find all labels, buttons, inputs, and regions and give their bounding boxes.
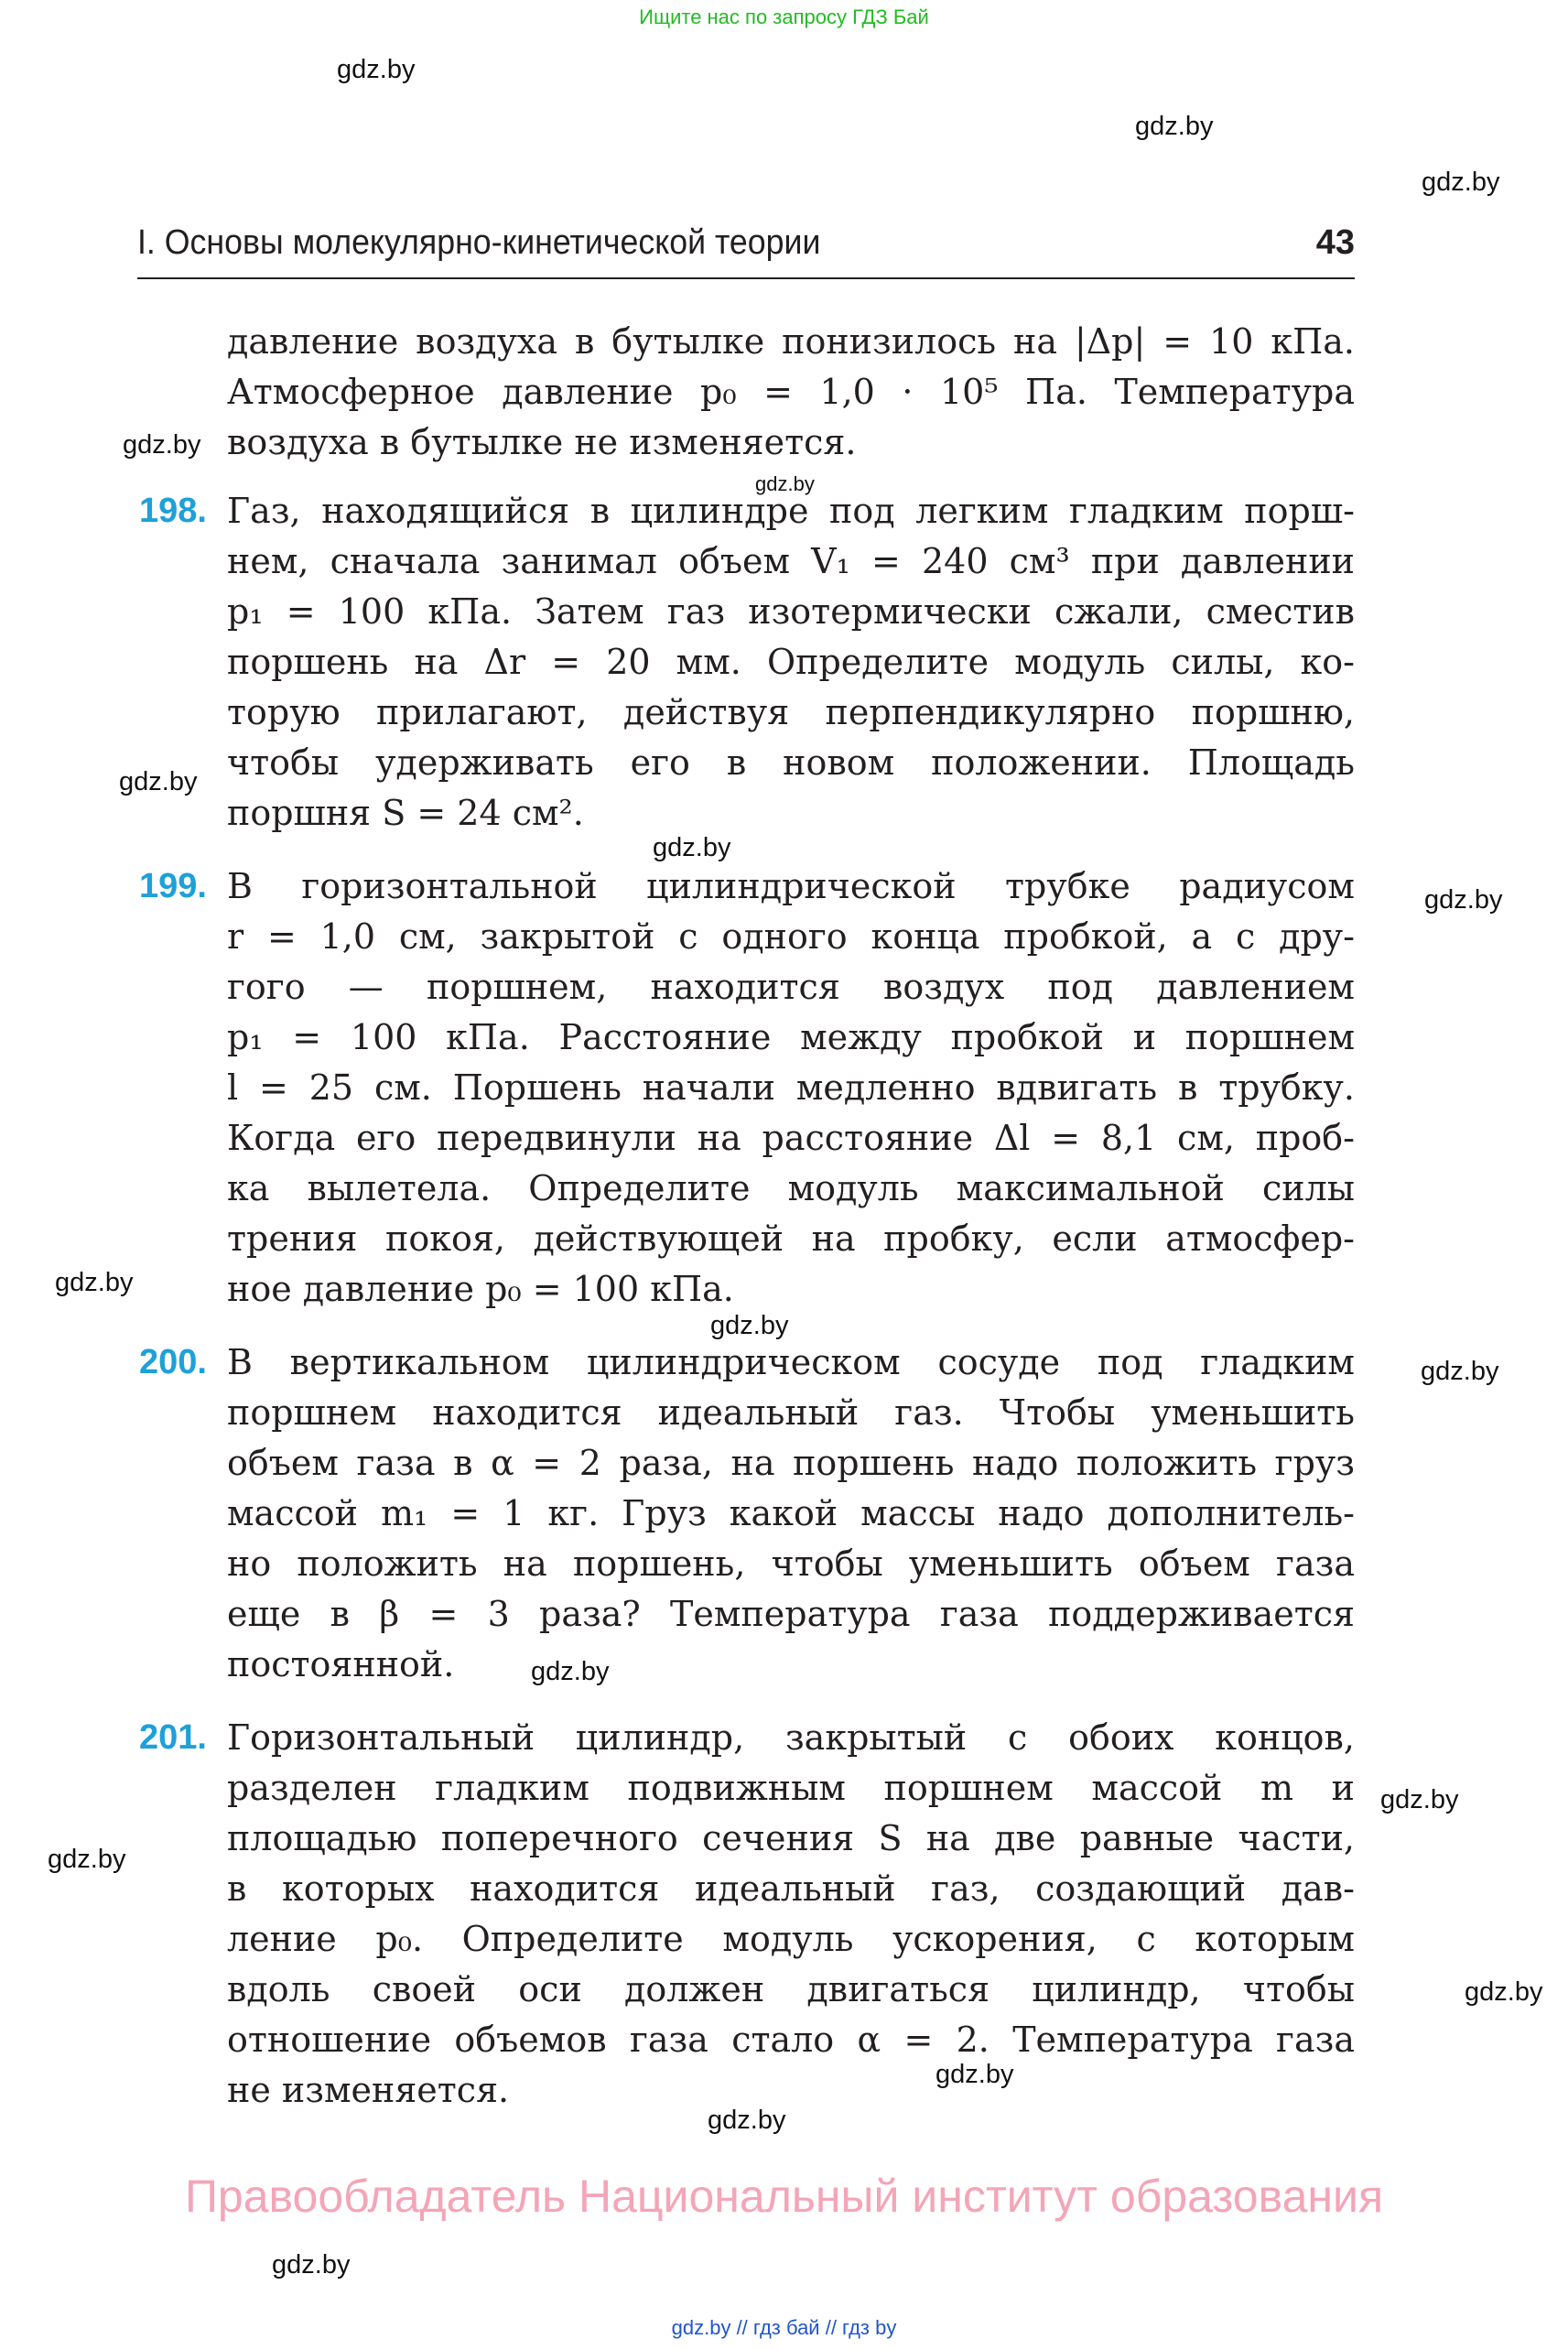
watermark: gdz.by xyxy=(48,1845,126,1874)
text-line: давление воздуха в бутылке понизилось на |Δp| = 10 кПа. xyxy=(227,321,1355,362)
watermark: gdz.by xyxy=(653,833,731,862)
problem-number-200: 200. xyxy=(139,1343,207,1381)
header-divider xyxy=(137,277,1355,279)
problem-198-line: нем, сначала занимал объем V₁ = 240 см³ при давлении xyxy=(227,541,1355,581)
top-banner[interactable]: Ищите нас по запросу ГДЗ Бай xyxy=(639,5,929,28)
problem-199-line: Когда его передвинули на расстояние Δl = 8,1 см, проб- xyxy=(227,1118,1355,1158)
problem-200-line: объем газа в α = 2 раза, на поршень надо положить груз xyxy=(227,1443,1355,1483)
problem-198-line: чтобы удерживать его в новом положении. Площадь xyxy=(227,742,1355,783)
text-line: Атмосферное давление p₀ = 1,0 · 10⁵ Па. Температура xyxy=(227,372,1355,412)
problem-198-line: торую прилагают, действуя перпендикулярно поршню, xyxy=(227,692,1355,732)
watermark: gdz.by xyxy=(337,55,416,84)
watermark: gdz.by xyxy=(1421,1357,1499,1386)
problem-200-line: еще в β = 3 раза? Температура газа поддерживается xyxy=(227,1594,1355,1634)
watermark: gdz.by xyxy=(55,1268,134,1297)
problem-199-line: r = 1,0 см, закрытой с одного конца пробкой, а с дру- xyxy=(227,916,1355,957)
watermark: gdz.by xyxy=(1424,885,1503,915)
problem-199-line: l = 25 см. Поршень начали медленно вдвигать в трубку. xyxy=(227,1067,1355,1108)
watermark: gdz.by xyxy=(710,1311,789,1340)
chapter-title: I. Основы молекулярно-кинетической теории xyxy=(137,223,821,262)
watermark: gdz.by xyxy=(1380,1785,1459,1814)
problem-199-line: трения покоя, действующей на пробку, если атмосфер- xyxy=(227,1218,1355,1259)
problem-201-line: вдоль своей оси должен двигаться цилиндр, чтобы xyxy=(227,1969,1355,2009)
problem-number-201: 201. xyxy=(139,1718,207,1757)
problem-199-line: ное давление p₀ = 100 кПа. xyxy=(227,1269,734,1309)
problem-198-line: p₁ = 100 кПа. Затем газ изотермически сжали, сместив xyxy=(227,591,1355,632)
problem-199-line: В горизонтальной цилиндрической трубке радиусом xyxy=(227,866,1355,906)
problem-200-line: В вертикальном цилиндрическом сосуде под гладким xyxy=(227,1342,1355,1382)
watermark: gdz.by xyxy=(1135,112,1214,141)
watermark: gdz.by xyxy=(272,2250,351,2280)
watermark: gdz.by xyxy=(708,2106,786,2135)
problem-198-line: поршень на Δr = 20 мм. Определите модуль силы, ко- xyxy=(227,642,1355,682)
watermark: gdz.by xyxy=(755,472,815,495)
problem-199-line: гого — поршнем, находится воздух под давлением xyxy=(227,967,1355,1007)
watermark: gdz.by xyxy=(1422,168,1500,197)
watermark: gdz.by xyxy=(531,1657,610,1686)
problem-198-line: поршня S = 24 см². xyxy=(227,793,584,833)
watermark: gdz.by xyxy=(935,2060,1014,2089)
problem-200-line: массой m₁ = 1 кг. Груз какой массы надо дополнитель- xyxy=(227,1493,1355,1533)
problem-201-line: в которых находится идеальный газ, создающий дав- xyxy=(227,1868,1355,1909)
problem-201-line: не изменяется. xyxy=(227,2070,510,2110)
problem-200-line: постоянной. xyxy=(227,1644,455,1684)
copyright-notice: Правообладатель Национальный институт образования xyxy=(184,2171,1384,2222)
page-number: 43 xyxy=(1315,223,1355,262)
text-line: воздуха в бутылке не изменяется. xyxy=(227,422,857,462)
problem-201-line: Горизонтальный цилиндр, закрытый с обоих концов, xyxy=(227,1717,1355,1758)
problem-198-line: Газ, находящийся в цилиндре под легким гладким порш- xyxy=(227,491,1355,531)
watermark: gdz.by xyxy=(119,767,198,796)
problem-201-line: площадью поперечного сечения S на две равные части, xyxy=(227,1818,1355,1858)
bottom-links[interactable]: gdz.by // гдз бай // гдз by xyxy=(671,2316,897,2339)
problem-200-line: но положить на поршень, чтобы уменьшить объем газа xyxy=(227,1543,1355,1584)
problem-199-line: ка вылетела. Определите модуль максимальной силы xyxy=(227,1168,1355,1208)
problem-201-line: отношение объемов газа стало α = 2. Температура газа xyxy=(227,2020,1355,2060)
problem-201-line: разделен гладким подвижным поршнем массой m и xyxy=(227,1768,1355,1808)
watermark: gdz.by xyxy=(123,430,201,460)
problem-201-line: ление p₀. Определите модуль ускорения, с которым xyxy=(227,1919,1355,1959)
problem-number-198: 198. xyxy=(139,492,207,530)
problem-200-line: поршнем находится идеальный газ. Чтобы уменьшить xyxy=(227,1392,1355,1433)
watermark: gdz.by xyxy=(1465,1977,1543,2007)
problem-199-line: p₁ = 100 кПа. Расстояние между пробкой и поршнем xyxy=(227,1017,1355,1057)
problem-number-199: 199. xyxy=(139,867,207,905)
